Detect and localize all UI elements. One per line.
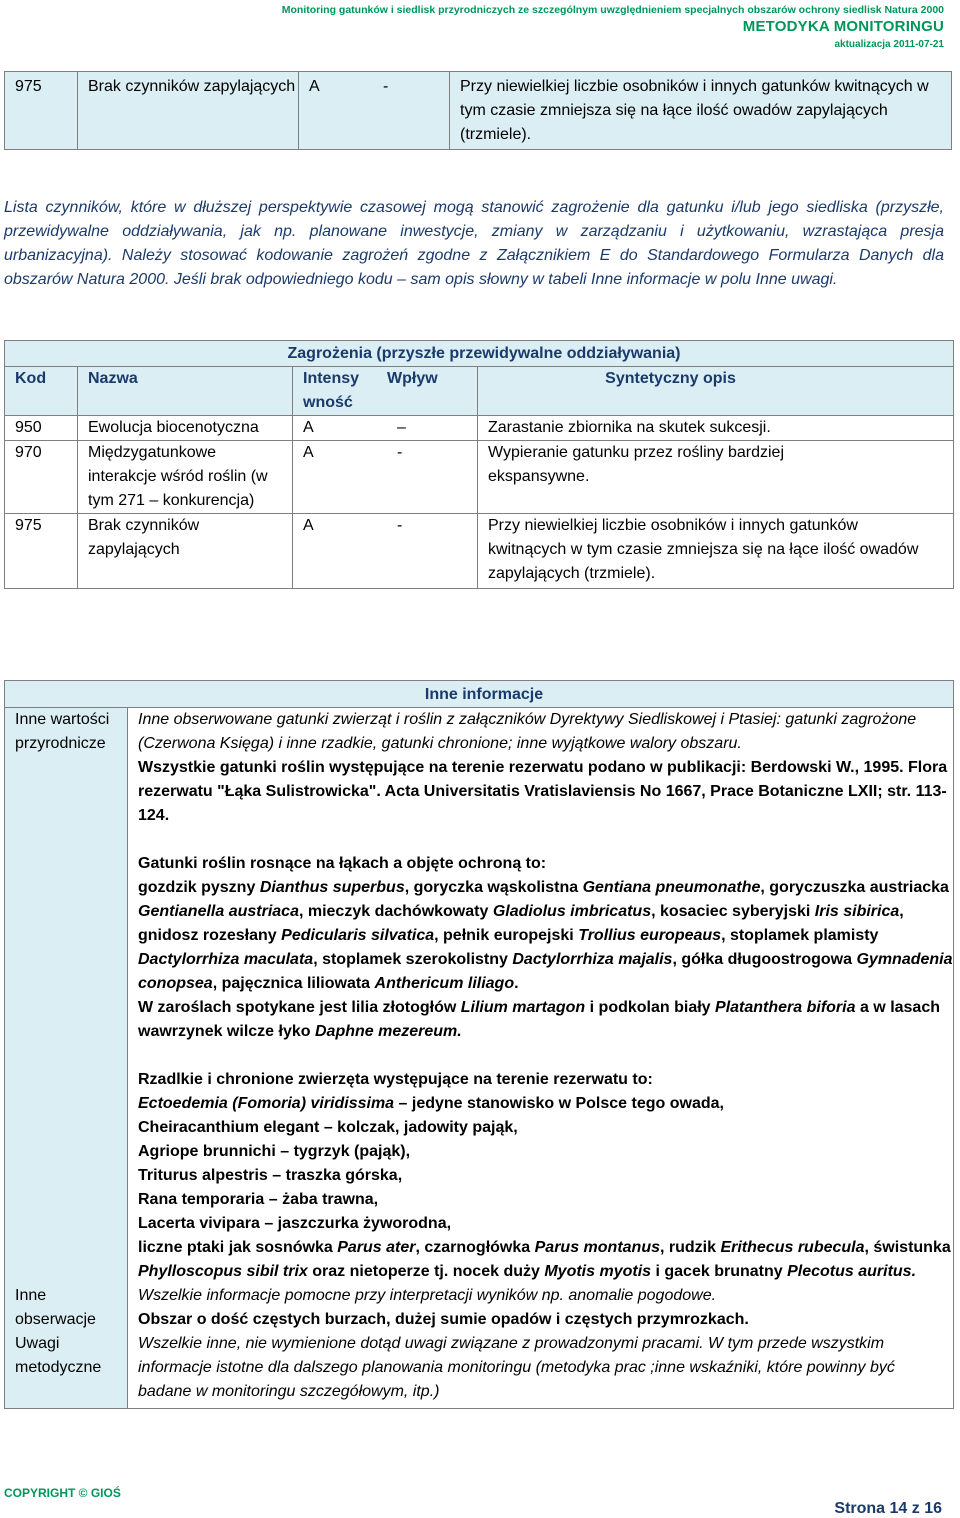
plant-latin-name: Gymnadenia conopsea <box>138 951 953 992</box>
birds-text-4: , świstunka <box>864 1239 951 1256</box>
plant-latin-name: Dactylorrhiza maculata <box>138 951 314 968</box>
shrubs-text-1: W zaroślach spotykane jest lilia złotogłów <box>138 999 457 1016</box>
animal-name: Lacerta vivipara <box>138 1215 260 1232</box>
plant-common-name: goryczka wąskolistna <box>413 879 579 896</box>
animals-heading: Rzadlkie i chronione zwierzęta występujące na terenie rezerwatu to: <box>138 1071 653 1088</box>
animal-name: Rana temporaria <box>138 1191 265 1208</box>
values-label-text: Inne wartości przyrodnicze <box>15 711 110 752</box>
cell-wplyw: - <box>373 72 450 150</box>
col-intensywnosc <box>293 367 378 416</box>
plant-common-name: stoplamek plamisty <box>729 927 879 944</box>
row-970-nazwa <box>78 441 293 514</box>
header-update-date: aktualizacja 2011-07-21 <box>834 39 944 50</box>
observations-label-text: Inne obserwacje <box>15 1287 96 1328</box>
animal-item <box>138 1212 953 1236</box>
animal-item <box>138 1164 953 1188</box>
animal-item <box>138 1092 953 1116</box>
page-number: Strona 14 z 16 <box>834 1500 942 1517</box>
animal-desc: – jedyne stanowisko w Polsce tego owada, <box>398 1095 724 1112</box>
animal-name: Ectoedemia (Fomoria) viridissima <box>138 1095 395 1112</box>
cell-opis: Przy niewielkiej liczbie osobników i innych gatunków kwitnących w tym czasie zmniejsza się na łące ilość owadów zapylających (trzmiele). <box>450 72 952 150</box>
animal-item <box>138 1140 953 1164</box>
col-kod: Kod <box>5 367 78 416</box>
col-intensywnosc-label: Intensywność <box>303 370 360 411</box>
birds-text-2: , czarnogłówka <box>415 1239 531 1256</box>
plant-latin-name: Dactylorrhiza majalis <box>512 951 673 968</box>
plant-common-name: gozdzik pyszny <box>138 879 256 896</box>
animal-desc: – kolczak, jadowity pająk, <box>323 1119 518 1136</box>
intro-paragraph: Lista czynników, które w dłuższej perspektywie czasowej mogą stanowić zagrożenie dla gatunku i/lub jego siedliska (przyszłe, przewidywalne oddziaływania, jak np. planowane inwestycje, zmiany w zarządzaniu i użytkowaniu, wzrastająca presja urbanizacyjna). Należy stosować kodowanie zagrożeń zgodne z Załącznikiem E do Standardowego Formularza Danych dla obszarów Natura 2000. Jeśli brak odpowiedniego kodu – sam opis słowny w tabeli Inne informacje w polu Inne uwagi. <box>4 199 944 288</box>
animal-desc: – żaba trawna, <box>268 1191 379 1208</box>
row-975-nazwa <box>78 514 293 589</box>
row-970-opis <box>478 441 954 514</box>
animal-name: Agriope brunnichi <box>138 1143 276 1160</box>
birds-sentence <box>138 1236 953 1284</box>
row-975-intensywnosc: A <box>293 514 378 589</box>
birds-text-6: i gacek brunatny <box>655 1263 783 1280</box>
row-950-opis: Zarastanie zbiornika na skutek sukcesji. <box>478 416 954 441</box>
notes-value: Wszelkie inne, nie wymienione dotąd uwagi związane z prowadzonymi pracami. W tym przede wszystkim informacje istotne dla dalszego planowania monitoringu (metodyka prac ;inne wskaźniki, które powinny być badane w monitoringu szczegółowym, itp.) <box>138 1335 895 1400</box>
cell-nazwa: Brak czynników zapylających <box>78 72 299 150</box>
plant-common-name: stoplamek szerokolistny <box>322 951 508 968</box>
observations-label <box>5 1284 128 1332</box>
row-950-nazwa: Ewolucja biocenotyczna <box>78 416 293 441</box>
birds-latin-5: Myotis myotis <box>544 1263 652 1280</box>
table-row <box>5 416 954 441</box>
row-970-opis-text: Wypieranie gatunku przez rośliny bardziej ekspansywne. <box>488 444 784 485</box>
plant-latin-name: Dianthus superbus <box>259 879 405 896</box>
birds-latin-3: Erithecus rubecula <box>720 1239 865 1256</box>
row-950-wplyw: – <box>377 416 478 441</box>
animal-desc: – traszka górska, <box>272 1167 403 1184</box>
animal-desc: – tygrzyk (pająk), <box>280 1143 411 1160</box>
cell-kod: 975 <box>5 72 78 150</box>
col-opis: Syntetyczny opis <box>478 367 954 416</box>
spacer <box>138 828 953 852</box>
birds-text-3: , rudzik <box>659 1239 716 1256</box>
plant-common-name: pajęcznica liliowata <box>221 975 371 992</box>
plant-latin-name: Anthericum liliago <box>374 975 515 992</box>
shrubs-text-2: i podkolan biały <box>589 999 711 1016</box>
plant-common-name: kosaciec syberyjski <box>659 903 811 920</box>
birds-latin-1: Parus ater <box>337 1239 416 1256</box>
row-975-wplyw: - <box>377 514 478 589</box>
spacer <box>138 1044 953 1068</box>
top-continuation-table <box>4 71 952 150</box>
plant-latin-name: Pedicularis silvatica <box>281 927 435 944</box>
copyright: COPYRIGHT © GIOŚ <box>4 1486 121 1500</box>
plant-latin-name: Iris sibirica <box>814 903 900 920</box>
notes-label-text: Uwagi metodyczne <box>15 1335 102 1376</box>
header-line-1: Monitoring gatunków i siedlisk przyrodniczych ze szczególnym uwzględnieniem specjalnych obszarów ochrony siedlisk Natura 2000 <box>281 4 944 16</box>
table-row <box>5 514 954 589</box>
col-nazwa: Nazwa <box>78 367 293 416</box>
animal-item <box>138 1116 953 1140</box>
plant-common-name: pełnik europejski <box>443 927 574 944</box>
row-950-intensywnosc: A <box>293 416 378 441</box>
plant-latin-name: Gentianella austriaca <box>138 903 299 920</box>
animal-name: Cheiracanthium elegant <box>138 1119 320 1136</box>
observations-content <box>128 1284 954 1332</box>
table-row <box>5 72 952 150</box>
birds-latin-2: Parus montanus <box>534 1239 660 1256</box>
other-info-title: Inne informacje <box>5 681 954 708</box>
plants-list: gozdzik pyszny Dianthus superbus, goryczka wąskolistna Gentiana pneumonathe, goryczuszka austriacka Gentianella austriaca, mieczyk dachówkowaty Gladiolus imbricatus, kosaciec syberyjski Iris sibirica, gnidosz rozesłany Pedicularis silvatica, pełnik europejski Trollius europeaus, stoplamek plamisty Dactylorrhiza maculata, stoplamek szerokolistny Dactylorrhiza majalis, gółka długoostrogowa Gymnadenia conopsea, pajęcznica liliowata Anthericum liliago. <box>138 879 953 992</box>
birds-latin-6: Plecotus auritus. <box>787 1263 917 1280</box>
plant-common-name: gnidosz rozesłany <box>138 927 277 944</box>
row-970-wplyw: - <box>377 441 478 514</box>
row-975-nazwa-text: Brak czynników zapylających <box>88 517 200 558</box>
values-intro: Inne obserwowane gatunki zwierząt i roślin z załączników Dyrektywy Siedliskowej i Ptasiej: gatunki zagrożone (Czerwona Księga) i inne rzadkie, gatunki chronione; inne wyjątkowe walory obszaru. <box>138 711 917 752</box>
shrubs-latin-3: Daphne mezereum. <box>314 1023 462 1040</box>
threats-table-title: Zagrożenia (przyszłe przewidywalne oddziaływania) <box>5 341 954 367</box>
header-title: METODYKA MONITORINGU <box>742 18 944 35</box>
row-950-kod: 950 <box>5 416 78 441</box>
col-wplyw: Wpływ <box>377 367 478 416</box>
shrubs-text-3: a w lasach wawrzynek wilcze łyko <box>138 999 940 1040</box>
animal-name: Triturus alpestris <box>138 1167 268 1184</box>
notes-label <box>5 1332 128 1409</box>
threats-table <box>4 340 954 589</box>
cell-intensywnosc: A <box>299 72 374 150</box>
birds-latin-4: Phylloscopus sibil trix <box>138 1263 308 1280</box>
row-975-opis-text: Przy niewielkiej liczbie osobników i innych gatunków kwitnących w tym czasie zmniejsza się na łące ilość owadów zapylających (trzmiele). <box>488 517 919 582</box>
observations-value: Obszar o dość częstych burzach, dużej sumie opadów i częstych przymrozkach. <box>138 1311 749 1328</box>
plant-common-name: mieczyk dachówkowaty <box>307 903 489 920</box>
row-975-kod: 975 <box>5 514 78 589</box>
animal-desc: – jaszczurka żyworodna, <box>264 1215 452 1232</box>
shrubs-latin-1: Lilium martagon <box>460 999 586 1016</box>
shrubs-sentence <box>138 996 953 1044</box>
publication-note: Wszystkie gatunki roślin występujące na terenie rezerwatu podano w publikacji: Berdowski W., 1995. Flora rezerwatu "Łąka Sulistrowicka". Acta Universitatis Vratislaviensis No 1667, Prace Botaniczne LXII; str. 113-124. <box>138 759 948 824</box>
plant-common-name: goryczuszka austriacka <box>769 879 949 896</box>
row-970-intensywnosc: A <box>293 441 378 514</box>
plants-heading: Gatunki roślin rosnące na łąkach a objęte ochroną to: <box>138 855 547 872</box>
observations-intro: Wszelkie informacje pomocne przy interpretacji wyników np. anomalie pogodowe. <box>138 1287 717 1304</box>
values-content <box>128 708 954 1285</box>
plant-latin-name: Gentiana pneumonathe <box>582 879 761 896</box>
row-970-nazwa-text: Międzygatunkowe interakcje wśród roślin (w tym 271 – konkurencja) <box>88 444 268 509</box>
shrubs-latin-2: Platanthera biforia <box>715 999 856 1016</box>
other-info-table <box>4 680 954 1409</box>
row-975-opis <box>478 514 954 589</box>
animal-item <box>138 1188 953 1212</box>
birds-text-5: oraz nietoperze tj. nocek duży <box>312 1263 540 1280</box>
birds-text-1: liczne ptaki jak sosnówka <box>138 1239 333 1256</box>
animals-list <box>138 1092 953 1236</box>
table-row <box>5 441 954 514</box>
values-label <box>5 708 128 1285</box>
row-970-kod: 970 <box>5 441 78 514</box>
plant-latin-name: Gladiolus imbricatus <box>492 903 652 920</box>
plant-common-name: gółka długoostrogowa <box>681 951 853 968</box>
plant-latin-name: Trollius europeaus <box>578 927 722 944</box>
